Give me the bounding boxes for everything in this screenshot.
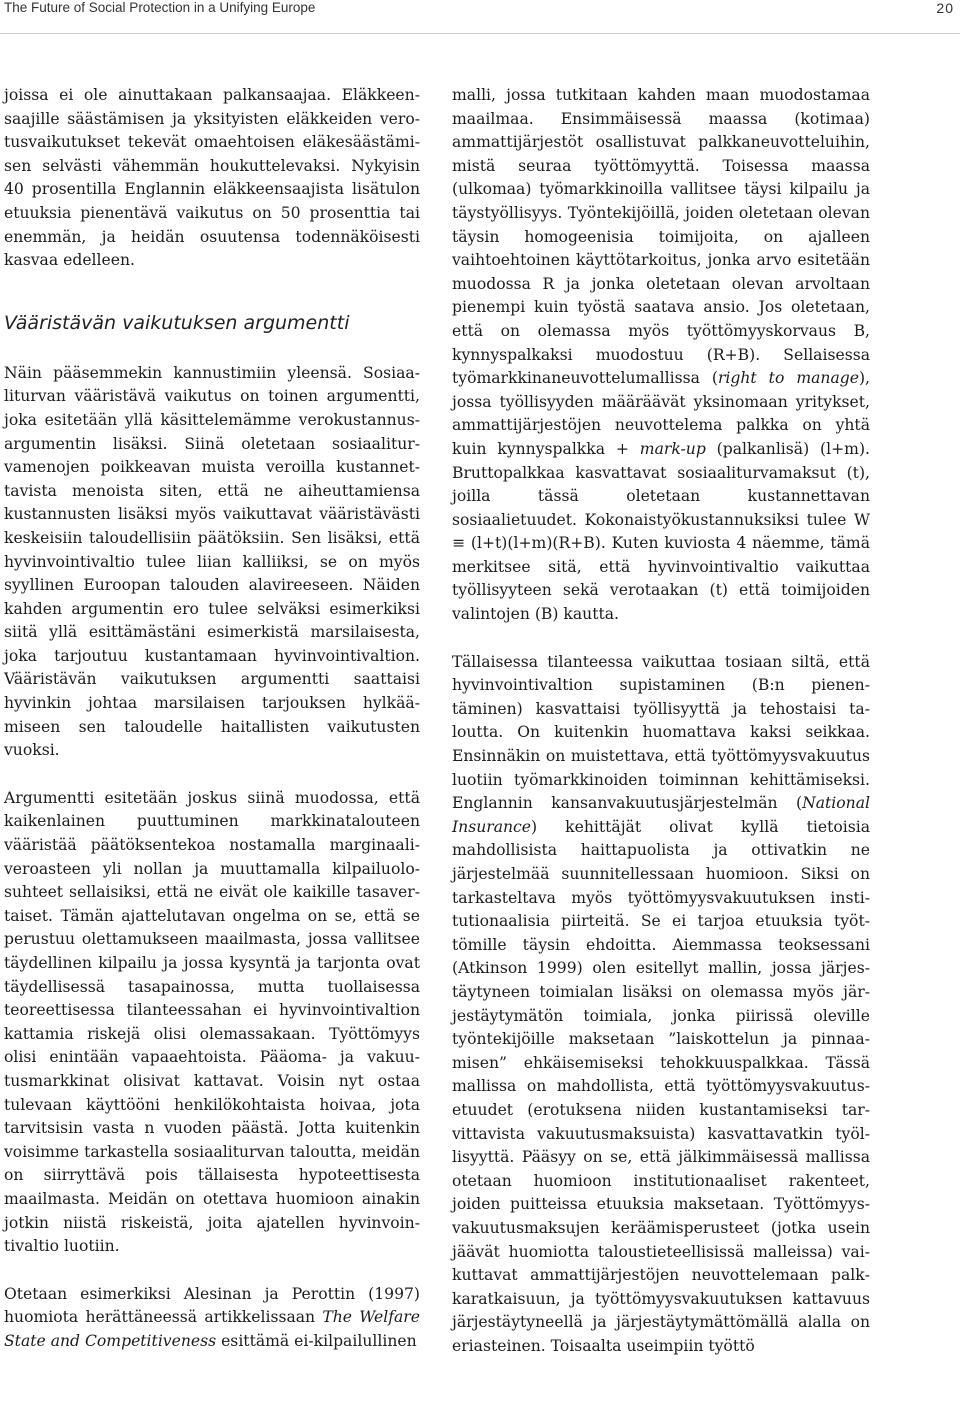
text-run: Otetaan esimerkiksi Alesinan ja Perottin (1997) huomiota herättäneessä artikkelissaan: [4, 1284, 420, 1327]
paragraph-unemployment-insurance: [452, 651, 870, 1359]
text-run: ), jossa työllisyyden määräävät yksinomaan yritykset, ammattijärjestöjen neuvottelema palkka on yhtä kuin kynnyspalkka +: [452, 369, 870, 458]
page-number: 20: [936, 0, 954, 16]
page-header: [0, 0, 960, 34]
text-run: ) kehittäjät olivat kyllä tietoisia mahdollisista haittapuolista ja ottivatkin ne järjestelmää suunnitellessaan huomioon. Siksi on tarkasteltava myös työttömyysvakuutuksen institutionaalisia piirteitä. Se ei tarjoa etuuksia työttömille täysin ehdoitta. Aiemmassa teoksessani (Atkinson 1999) olen esitellyt mallin, jossa järjestäytyneen toimialan lisäksi on olemassa myös järjestäytymätön toimiala, jonka piirissä oleville työntekijöille maksetaan ”laiskottelun ja pinnaamisen” ehkäisemiseksi tehokkuuspalkkaa. Tässä mallissa on mahdollista, että työttömyysvakuutusetuudet (erotuksena niiden kustantamiseksi tarvittavista vakuutusmaksuista) kasvattavatkin työllisyyttä. Pääsyy on se, että jälkimmäisessä mallissa otetaan huomioon institutionaaliset rakenteet, joiden puitteissa etuuksia maksetaan. Työttömyysvakuutusmaksujen keräämisperusteet (jotka usein jäävät huomiotta taloustieteellisissä malleissa) vaikuttavat ammattijärjestöjen neuvottelemaan palkkaratkaisuun, ja työttömyysvakuutuksen kattavuus järjestäytyneellä ja järjestäytymättömällä alalla on eriasteinen. Toisaalta useimpiin työttö: [452, 817, 870, 1355]
running-title: The Future of Social Protection in a Unifying Europe: [4, 0, 316, 15]
left-column: [4, 84, 420, 1354]
italic-term: right to manage: [717, 369, 859, 388]
paragraph-two-country-model: [452, 84, 870, 627]
italic-term: mark-up: [639, 439, 706, 458]
italic-term: National Insurance: [452, 794, 870, 836]
section-heading: Vääristävän vaikutuksen argumentti: [4, 311, 350, 334]
paragraph-market-intervention: Argumentti esitetään joskus siinä muodossa, että kaikenlainen puuttuminen markkinatalouteen vääristää päätöksentekoa nostamalla marginaaliveroasteen yli nollan ja muuttamalla kilpailuolosuhteet sellaisiksi, että ne eivät ole kaikille tasavertaiset. Tämän ajattelutavan ongelma on se, että se perustuu olettamukseen maailmasta, jossa vallitsee täydellinen kilpailu ja jossa kysyntä ja tarjonta ovat täydellisessä tasapainossa, mutta tuollaisessa teoreettisessa tilanteessahan ei hyvinvointivaltion kattamia riskejä olisi olemassakaan. Työttömyys olisi enintään vapaaehtoista. Pääoma- ja vakuutusmarkkinat olisivat kattavat. Voisin nyt ostaa tulevaan käyttööni henkilökohtaista hoivaa, jota tarvitsisin vasta n vuoden päästä. Jotta kuitenkin voisimme tarkastella sosiaaliturvan taloutta, meidän on siirryttävä pois tällaisesta hypoteettisesta maailmasta. Meidän on otettava huomioon ainakin jotkin niistä riskeistä, joita ajatellen hyvinvointivaltio luotiin.: [4, 788, 420, 1256]
text-run: malli, jossa tutkitaan kahden maan muodostamaa maailmaa. Ensimmäisessä maassa (kotimaa) ammattijärjestöt osallistuvat palkkaneuvotteluihin, mistä seuraa työttömyyttä. Toisessa maassa (ulkomaa) työmarkkinoilla vallitsee täysi kilpailu ja täystyöllisyys. Työntekijöillä, joiden oletetaan olevan täysin homogeenisia toimijoita, on ajalleen vaihtoehtoinen käyttötarkoitus, jonka arvo esitetään muodossa R ja jonka oletetaan olevan arvoltaan pienempi kuin työstä saatava ansio. Jos oletetaan, että on olemassa myös työttömyyskorvaus B, kynnyspalkaksi muodostuu (R+B). Sellaisessa työmarkkinaneuvottelumallissa (: [452, 86, 870, 388]
text-run: Tällaisessa tilanteessa vaikuttaa tosiaan siltä, että hyvinvointivaltion supistaminen (B:n pienentäminen) kasvattaisi työllisyyttä ja tehostaisi taloutta. On kuitenkin huomattava kaksi seikkaa. Ensinnäkin on muistettava, että työttömyysvakuutus luotiin työmarkkinoiden toiminnan kehittämiseksi. Englannin kansanvakuutusjärjestelmän (: [452, 652, 870, 813]
paragraph-alesina-perotti: [4, 1283, 420, 1354]
paragraph-pension-savings: joissa ei ole ainuttakaan palkansaajaa. Eläkkeensaajille säästämisen ja yksityisten eläkkeiden verotusvaikutukset tekevät omaehtoisen eläkesäästämisen selvästi vähemmän houkuttelevaksi. Nykyisin 40 prosentilla Englannin eläkkeensaajista lisätulon etuuksia pienentävä vaikutus on 50 prosenttia tai enemmän, ja heidän osuutensa todennäköisesti kasvaa edelleen.: [4, 86, 420, 270]
text-run: esittämä ei-kilpailullinen: [216, 1331, 417, 1350]
text-run: (palkanlisä) (l+m). Bruttopalkkaa kasvattavat sosiaaliturvamaksut (t), joilla tässä oletetaan kustannettavan sosiaalietuudet. Kokonaistyökustannuksiksi tulee W ≡ (l+t)(l+m)(R+B). Kuten kuviosta 4 näemme, tämä merkitsee sitä, että hyvinvointivaltio vaikuttaa työllisyyteen sekä verotaakan (t) että toimijoiden valintojen (B) kautta.: [452, 439, 870, 624]
paragraph-distortion-argument: Näin pääsemmekin kannustimiin yleensä. Sosiaaliturvan vääristävä vaikutus on toinen argumentti, joka esitetään yllä käsittelemämme verokustannusargumentin lisäksi. Siinä oletetaan sosiaaliturvamenojen poikkeavan muista veroilla kustannettavista menoista siten, että ne aiheuttamiensa kustannusten lisäksi myös vaikuttavat vääristävästi keskeisiin taloudellisiin päätöksiin. Sen lisäksi, että hyvinvointivaltio tulee liian kalliiksi, se on myös syyllinen Euroopan talouden alavireeseen. Näiden kahden argumentin ero tulee selväksi esimerkiksi siitä yllä esittämästäni esimerkistä marsilaisesta, joka tarjoutuu kustantamaan hyvinvointivaltion. Vääristävän vaikutuksen argumentti saattaisi hyvinkin johtaa marsilaisen tarjouksen hylkäämiseen sen taloudelle haitallisten vaikutusten vuoksi.: [4, 363, 420, 760]
header-rule: [0, 33, 960, 34]
cited-title: The Welfare State and Competitiveness: [4, 1308, 420, 1350]
right-column: [452, 84, 870, 1358]
